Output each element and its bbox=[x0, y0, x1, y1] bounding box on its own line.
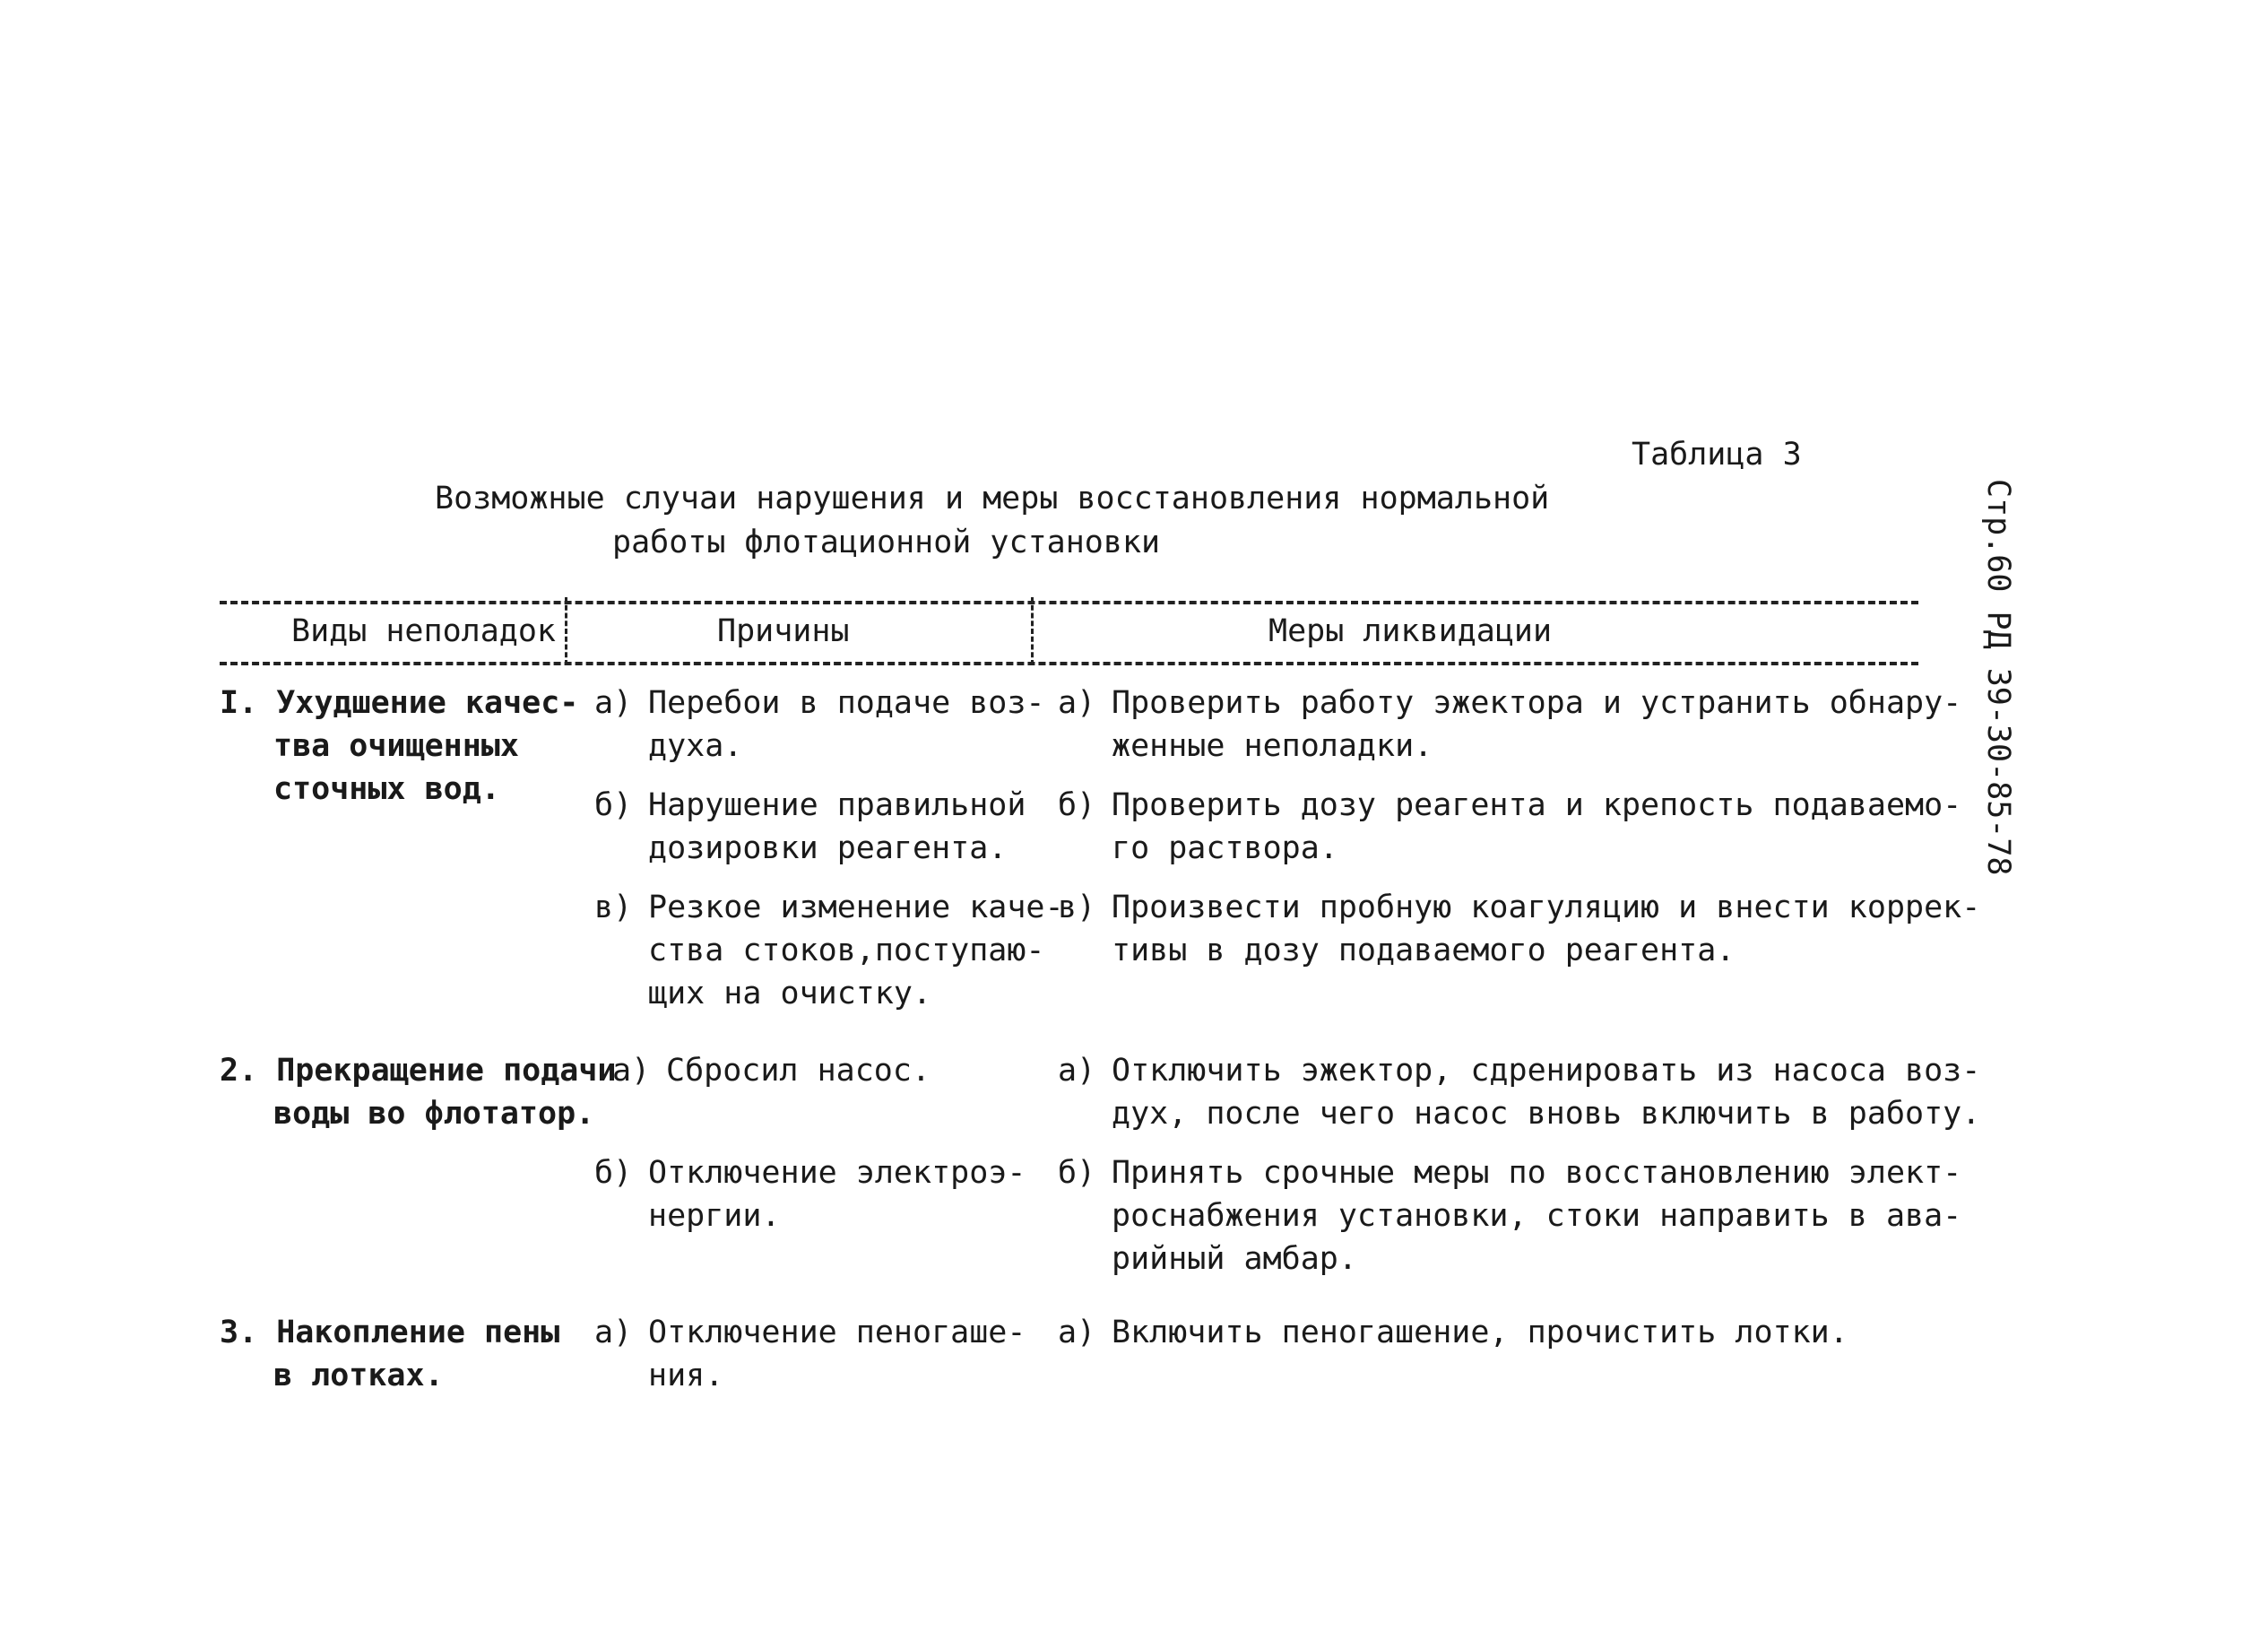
defect-line: 2. Прекращение подачи bbox=[220, 1053, 617, 1089]
defect-line: в лотках. bbox=[273, 1358, 444, 1393]
cause-text bbox=[648, 886, 1064, 1015]
cause-line: щих на очистку. bbox=[648, 976, 932, 1011]
measure-line: дух, после чего насос вновь включить в работу. bbox=[1112, 1096, 1981, 1132]
cause-line: духа. bbox=[648, 728, 743, 764]
cause-text bbox=[666, 1049, 931, 1092]
measure-line: Проверить дозу реагента и крепость подаваемо- bbox=[1112, 787, 1962, 823]
cause-letter: б) bbox=[594, 1155, 633, 1191]
cause-line: Перебои в подаче воз- bbox=[648, 685, 1045, 721]
measure-letter: а) bbox=[1058, 1315, 1096, 1350]
measure-line: Отключить эжектор, сдренировать из насоса воз- bbox=[1112, 1053, 1981, 1089]
measure-line: Произвести пробную коагуляцию и внести коррек- bbox=[1112, 890, 1981, 925]
cause-letter: в) bbox=[594, 890, 633, 925]
measure-line: Принять срочные меры по восстановлению элект- bbox=[1112, 1155, 1962, 1191]
cause-letter: а) bbox=[594, 1315, 633, 1350]
measure-line: рийный амбар. bbox=[1112, 1241, 1357, 1277]
measure-text bbox=[1112, 681, 1961, 768]
table-row-3-defect bbox=[220, 1311, 559, 1397]
cause-line: Сбросил насос. bbox=[666, 1053, 931, 1089]
table-row-2-defect bbox=[220, 1049, 617, 1135]
cause-letter: а) bbox=[594, 685, 633, 721]
cause-letter: а) bbox=[612, 1053, 651, 1089]
header-top-rule bbox=[220, 601, 1918, 604]
measure-letter: б) bbox=[1058, 787, 1096, 823]
cause-text bbox=[648, 784, 1026, 870]
cause-line: Отключение пеногаше- bbox=[648, 1315, 1026, 1350]
header-separator-2 bbox=[1031, 597, 1034, 665]
measure-text bbox=[1112, 1049, 1980, 1135]
header-measures: Меры ликвидации bbox=[1268, 613, 1553, 649]
measure-letter: а) bbox=[1058, 1053, 1096, 1089]
measure-text bbox=[1112, 784, 1961, 870]
defect-line: сточных вод. bbox=[273, 771, 500, 807]
cause-line: Отключение электроэ- bbox=[648, 1155, 1026, 1191]
defect-line: воды во флотатор. bbox=[273, 1096, 595, 1132]
measure-line: Включить пеногашение, прочистить лотки. bbox=[1112, 1315, 1848, 1350]
document-code-vertical: Стр.60 РД 39-30-85-78 bbox=[1980, 479, 2016, 876]
cause-line: Резкое изменение каче- bbox=[648, 890, 1064, 925]
cause-line: Нарушение правильной bbox=[648, 787, 1026, 823]
defect-line: I. Ухудшение качес- bbox=[220, 685, 579, 721]
header-defects: Виды неполадок bbox=[291, 613, 557, 649]
measure-line: тивы в дозу подаваемого реагента. bbox=[1112, 933, 1736, 968]
cause-letter: б) bbox=[594, 787, 633, 823]
measure-letter: б) bbox=[1058, 1155, 1096, 1191]
cause-line: ства стоков,поступаю- bbox=[648, 933, 1045, 968]
measure-line: роснабжения установки, стоки направить в ава- bbox=[1112, 1198, 1962, 1234]
measure-line: го раствора. bbox=[1112, 830, 1338, 866]
measure-line: Проверить работу эжектора и устранить обнару- bbox=[1112, 685, 1962, 721]
table-title-line-2: работы флотационной установки bbox=[612, 525, 1161, 560]
measure-text bbox=[1112, 1151, 1961, 1280]
table-row-1-defect bbox=[220, 681, 578, 811]
cause-text bbox=[648, 1311, 1026, 1397]
header-separator-1 bbox=[565, 597, 567, 665]
cause-text bbox=[648, 1151, 1026, 1237]
header-bottom-rule bbox=[220, 662, 1918, 665]
measure-letter: а) bbox=[1058, 685, 1096, 721]
cause-line: нергии. bbox=[648, 1198, 781, 1234]
defect-line: тва очищенных bbox=[273, 728, 519, 764]
cause-text bbox=[648, 681, 1045, 768]
cause-line: дозировки реагента. bbox=[648, 830, 1008, 866]
table-title-line-1: Возможные случаи нарушения и меры восстановления нормальной bbox=[435, 481, 1550, 517]
header-causes: Причины bbox=[717, 613, 850, 649]
measure-line: женные неполадки. bbox=[1112, 728, 1433, 764]
measure-text bbox=[1112, 886, 1980, 972]
cause-line: ния. bbox=[648, 1358, 724, 1393]
defect-line: 3. Накопление пены bbox=[220, 1315, 560, 1350]
table-label: Таблица 3 bbox=[1632, 437, 1802, 473]
measure-text bbox=[1112, 1311, 1848, 1354]
measure-letter: в) bbox=[1058, 890, 1096, 925]
